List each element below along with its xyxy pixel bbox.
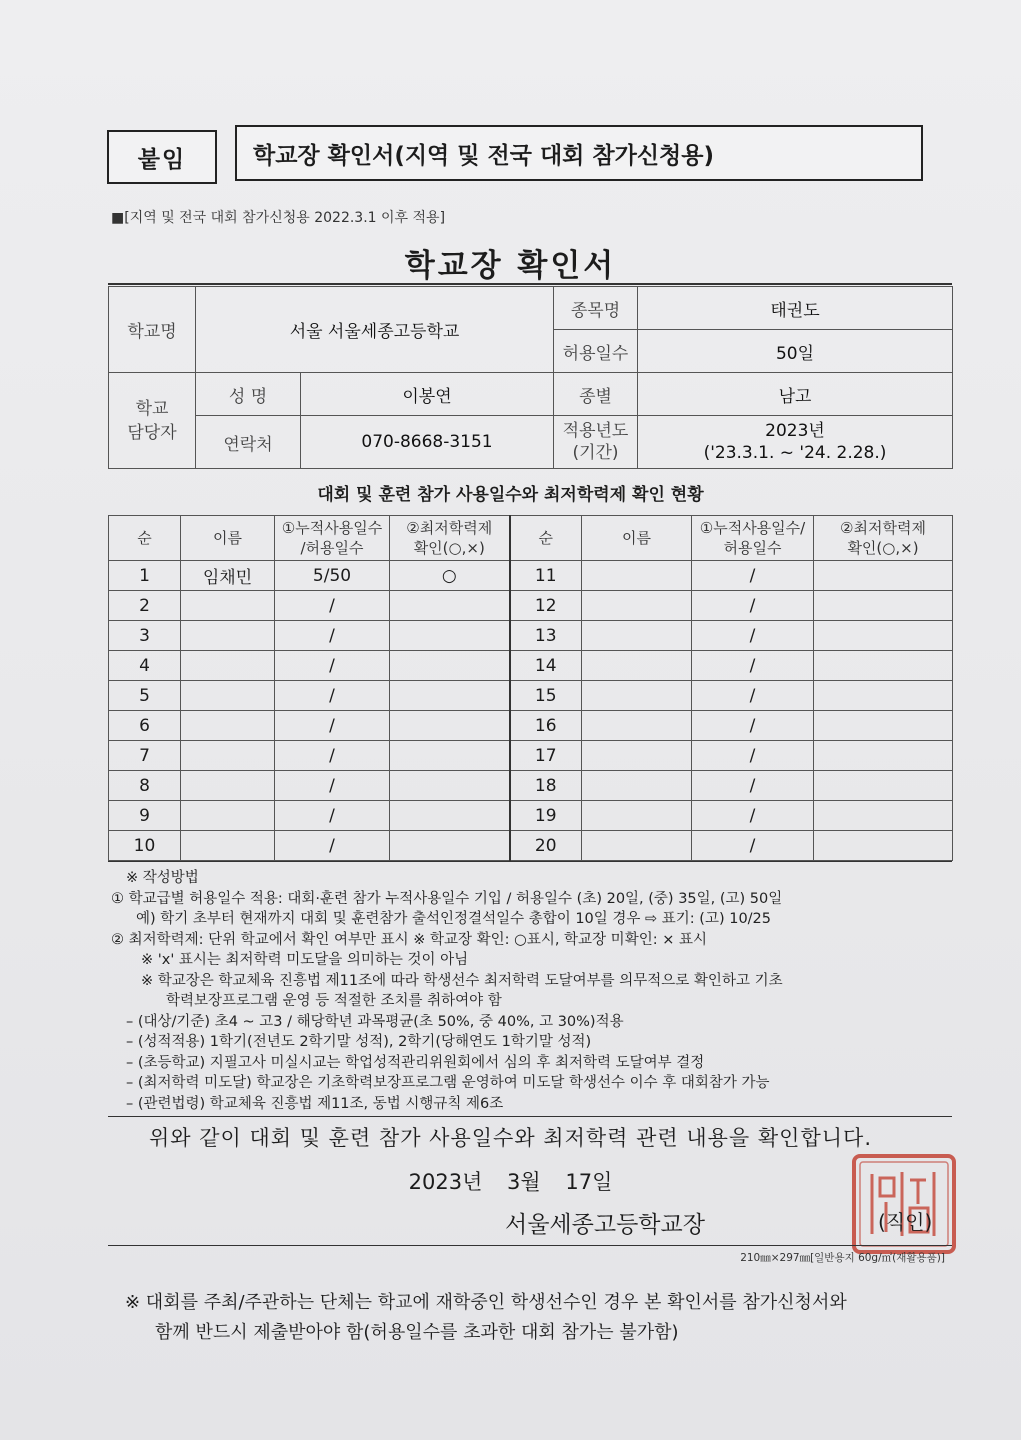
row-no: 1 bbox=[109, 561, 181, 591]
page-title: 학교장 확인서 bbox=[404, 248, 617, 284]
table-row bbox=[109, 741, 953, 771]
detail-grades: – (성적적용) 1학기(전년도 2학기말 성적), 2학기(당해연도 1학기말 성적) bbox=[126, 1034, 592, 1050]
row-no: 4 bbox=[109, 651, 181, 681]
confirmation-text: 위와 같이 대회 및 훈련 참가 사용일수와 최저학력 관련 내용을 확인합니다. bbox=[148, 1126, 872, 1150]
row-name bbox=[582, 831, 692, 861]
row-name bbox=[181, 651, 275, 681]
col-days-right-line2: 허용일수 bbox=[723, 539, 782, 557]
row-days: / bbox=[275, 711, 390, 741]
detail-elementary: – (초등학교) 지필고사 미실시교는 학업성적관리위원회에서 심의 후 최저학력 도달여부 결정 bbox=[126, 1054, 705, 1071]
row-no: 6 bbox=[109, 711, 181, 741]
row-check bbox=[390, 681, 510, 711]
row-name bbox=[181, 711, 275, 741]
allowed-days-label: 허용일수 bbox=[554, 330, 638, 373]
instruction-2-note-b: ※ 학교장은 학교체육 진흥법 제11조에 따라 학생선수 최저학력 도달여부를 의무적으로 확인하고 기초 bbox=[141, 972, 783, 989]
school-name-value: 서울 서울세종고등학교 bbox=[196, 287, 554, 373]
row-no: 5 bbox=[109, 681, 181, 711]
row-no: 3 bbox=[109, 621, 181, 651]
col-name-right: 이름 bbox=[582, 516, 692, 561]
period-value bbox=[638, 416, 953, 469]
signer-title: 서울세종고등학교장 bbox=[505, 1212, 705, 1238]
col-days-right-line1: ①누적사용일수/ bbox=[699, 519, 806, 537]
row-check bbox=[390, 831, 510, 861]
instruction-1: ① 학교급별 허용일수 적용: 대회·훈련 참가 누적사용일수 기입 / 허용일수 (초) 20일, (중) 35일, (고) 50일 bbox=[111, 890, 783, 907]
col-check-line2: 확인(○,×) bbox=[413, 539, 485, 557]
row-days: / bbox=[275, 651, 390, 681]
row-check bbox=[814, 561, 953, 591]
col-days-line2: /허용일수 bbox=[300, 539, 364, 557]
contact-value: 070-8668-3151 bbox=[301, 416, 554, 469]
row-no: 10 bbox=[109, 831, 181, 861]
row-no: 18 bbox=[510, 771, 582, 801]
row-no: 8 bbox=[109, 771, 181, 801]
row-name bbox=[582, 681, 692, 711]
row-days: / bbox=[275, 771, 390, 801]
official-seal-stamp bbox=[848, 1150, 960, 1258]
row-days: / bbox=[692, 741, 814, 771]
row-no: 12 bbox=[510, 591, 582, 621]
row-days: / bbox=[692, 681, 814, 711]
status-section-title: 대회 및 훈련 참가 사용일수와 최저학력제 확인 현황 bbox=[317, 485, 704, 505]
instruction-2-note-a: ※ 'x' 표시는 최저학력 미도달을 의미하는 것이 아님 bbox=[141, 952, 469, 968]
detail-law: – (관련법령) 학교체육 진흥법 제11조, 동법 시행규칙 제6조 bbox=[126, 1095, 504, 1112]
row-days: / bbox=[692, 771, 814, 801]
year-value: 2023년 bbox=[765, 421, 825, 441]
event-value: 태권도 bbox=[638, 287, 953, 330]
table-row bbox=[109, 681, 953, 711]
row-days: / bbox=[692, 651, 814, 681]
title-divider bbox=[108, 283, 952, 285]
row-name bbox=[582, 711, 692, 741]
table-row bbox=[109, 831, 953, 861]
period-label bbox=[554, 416, 638, 469]
table-row bbox=[109, 591, 953, 621]
row-days: / bbox=[275, 591, 390, 621]
row-check bbox=[814, 651, 953, 681]
row-days: / bbox=[692, 561, 814, 591]
row-check bbox=[390, 621, 510, 651]
row-check bbox=[814, 741, 953, 771]
period-range-value: ('23.3.1. ~ '24. 2.28.) bbox=[703, 443, 887, 463]
col-check-right-line2: 확인(○,×) bbox=[847, 539, 919, 557]
row-no: 13 bbox=[510, 621, 582, 651]
detail-target: – (대상/기준) 초4 ~ 고3 / 해당학년 과목평균(초 50%, 중 40%, 고 30%)적용 bbox=[126, 1013, 624, 1030]
row-name bbox=[181, 681, 275, 711]
row-name bbox=[181, 771, 275, 801]
row-check bbox=[390, 711, 510, 741]
school-info-table bbox=[108, 286, 953, 469]
col-days bbox=[275, 516, 390, 561]
col-check-right-line1: ②최저학력제 bbox=[840, 519, 926, 537]
instruction-2: ② 최저학력제: 단위 학교에서 확인 여부만 표시 ※ 학교장 확인: ○표시, 학교장 미확인: × 표시 bbox=[111, 931, 707, 948]
manager-name-value: 이봉연 bbox=[301, 373, 554, 416]
row-no: 17 bbox=[510, 741, 582, 771]
row-days: / bbox=[692, 621, 814, 651]
manager-label-line1: 학교 bbox=[135, 398, 169, 419]
row-check bbox=[814, 801, 953, 831]
applicability-note: ■[지역 및 전국 대회 참가신청용 2022.3.1 이후 적용] bbox=[111, 210, 446, 226]
row-days: / bbox=[275, 831, 390, 861]
row-no: 20 bbox=[510, 831, 582, 861]
row-name bbox=[582, 771, 692, 801]
row-no: 9 bbox=[109, 801, 181, 831]
category-value: 남고 bbox=[638, 373, 953, 416]
col-name: 이름 bbox=[181, 516, 275, 561]
row-check bbox=[814, 771, 953, 801]
row-name bbox=[582, 621, 692, 651]
instruction-1-example: 예) 학기 초부터 현재까지 대회 및 훈련참가 출석인정결석일수 총합이 10일 경우 ⇨ 표기: (고) 10/25 bbox=[136, 911, 772, 927]
col-days-line1: ①누적사용일수 bbox=[281, 519, 383, 537]
col-check bbox=[390, 516, 510, 561]
instructions-heading: ※ 작성방법 bbox=[126, 870, 199, 886]
row-check bbox=[814, 831, 953, 861]
row-check: ○ bbox=[390, 561, 510, 591]
table-bottom-line bbox=[108, 861, 952, 862]
footer-note bbox=[125, 1288, 847, 1348]
row-days: / bbox=[275, 741, 390, 771]
detail-unmet: – (최저학력 미도달) 학교장은 기초학력보장프로그램 운영하여 미도달 학생선수 이수 후 대회참가 가능 bbox=[126, 1075, 770, 1091]
status-header-row bbox=[109, 516, 953, 561]
row-no: 7 bbox=[109, 741, 181, 771]
row-days: / bbox=[275, 681, 390, 711]
row-check bbox=[390, 591, 510, 621]
confirmation-date: 2023년 3월 17일 bbox=[408, 1170, 613, 1194]
col-days-right bbox=[692, 516, 814, 561]
col-no-right: 순 bbox=[510, 516, 582, 561]
row-days: / bbox=[275, 621, 390, 651]
row-no: 19 bbox=[510, 801, 582, 831]
row-name bbox=[582, 591, 692, 621]
table-row bbox=[109, 621, 953, 651]
table-row bbox=[109, 771, 953, 801]
row-days: / bbox=[275, 801, 390, 831]
row-name bbox=[181, 591, 275, 621]
category-label: 종별 bbox=[554, 373, 638, 416]
event-label: 종목명 bbox=[554, 287, 638, 330]
row-check bbox=[390, 801, 510, 831]
row-name bbox=[582, 561, 692, 591]
row-name bbox=[181, 801, 275, 831]
table-row bbox=[109, 651, 953, 681]
row-check bbox=[390, 771, 510, 801]
seal-label: (직인) bbox=[878, 1210, 933, 1234]
manager-label bbox=[109, 373, 196, 469]
row-no: 11 bbox=[510, 561, 582, 591]
footer-line-2: 함께 반드시 제출받아야 함(허용일수를 초과한 대회 참가는 불가함) bbox=[155, 1322, 679, 1343]
row-check bbox=[390, 651, 510, 681]
col-no: 순 bbox=[109, 516, 181, 561]
row-name bbox=[181, 621, 275, 651]
row-days: / bbox=[692, 591, 814, 621]
status-table bbox=[108, 515, 953, 861]
row-check bbox=[814, 711, 953, 741]
footer-line-1: ※ 대회를 주최/주관하는 단체는 학교에 재학중인 학생선수인 경우 본 확인서를 참가신청서와 bbox=[125, 1292, 847, 1313]
table-row bbox=[109, 561, 953, 591]
col-check-line1: ②최저학력제 bbox=[406, 519, 493, 537]
row-no: 2 bbox=[109, 591, 181, 621]
notes-bottom-line bbox=[108, 1116, 952, 1117]
manager-label-line2: 담당자 bbox=[127, 422, 177, 443]
row-name bbox=[181, 831, 275, 861]
row-days: 5/50 bbox=[275, 561, 390, 591]
document-heading: 학교장 확인서(지역 및 전국 대회 참가신청용) bbox=[235, 125, 923, 181]
school-name-label: 학교명 bbox=[109, 287, 196, 373]
allowed-days-value: 50일 bbox=[638, 330, 953, 373]
row-no: 16 bbox=[510, 711, 582, 741]
period-label-line1: 적용년도 bbox=[562, 421, 629, 441]
row-check bbox=[814, 681, 953, 711]
row-no: 14 bbox=[510, 651, 582, 681]
contact-label: 연락처 bbox=[196, 416, 301, 469]
row-check bbox=[814, 621, 953, 651]
table-row bbox=[109, 801, 953, 831]
row-name bbox=[582, 741, 692, 771]
row-name bbox=[582, 651, 692, 681]
instructions bbox=[111, 868, 956, 1114]
row-days: / bbox=[692, 711, 814, 741]
col-check-right bbox=[814, 516, 953, 561]
row-check bbox=[814, 591, 953, 621]
attachment-label: 붙임 bbox=[107, 130, 217, 184]
status-table-body bbox=[109, 561, 953, 861]
table-row bbox=[109, 711, 953, 741]
row-name: 임채민 bbox=[181, 561, 275, 591]
paper-spec: 210㎜×297㎜[일반용지 60g/㎡(재활용품)] bbox=[740, 1252, 945, 1264]
signature-line bbox=[108, 1245, 952, 1246]
row-days: / bbox=[692, 801, 814, 831]
manager-name-label: 성 명 bbox=[196, 373, 301, 416]
period-label-line2: (기간) bbox=[572, 443, 619, 463]
row-days: / bbox=[692, 831, 814, 861]
row-no: 15 bbox=[510, 681, 582, 711]
row-name bbox=[181, 741, 275, 771]
row-name bbox=[582, 801, 692, 831]
row-check bbox=[390, 741, 510, 771]
instruction-2-note-b-cont: 학력보장프로그램 운영 등 적절한 조치를 취하여야 함 bbox=[166, 993, 502, 1009]
